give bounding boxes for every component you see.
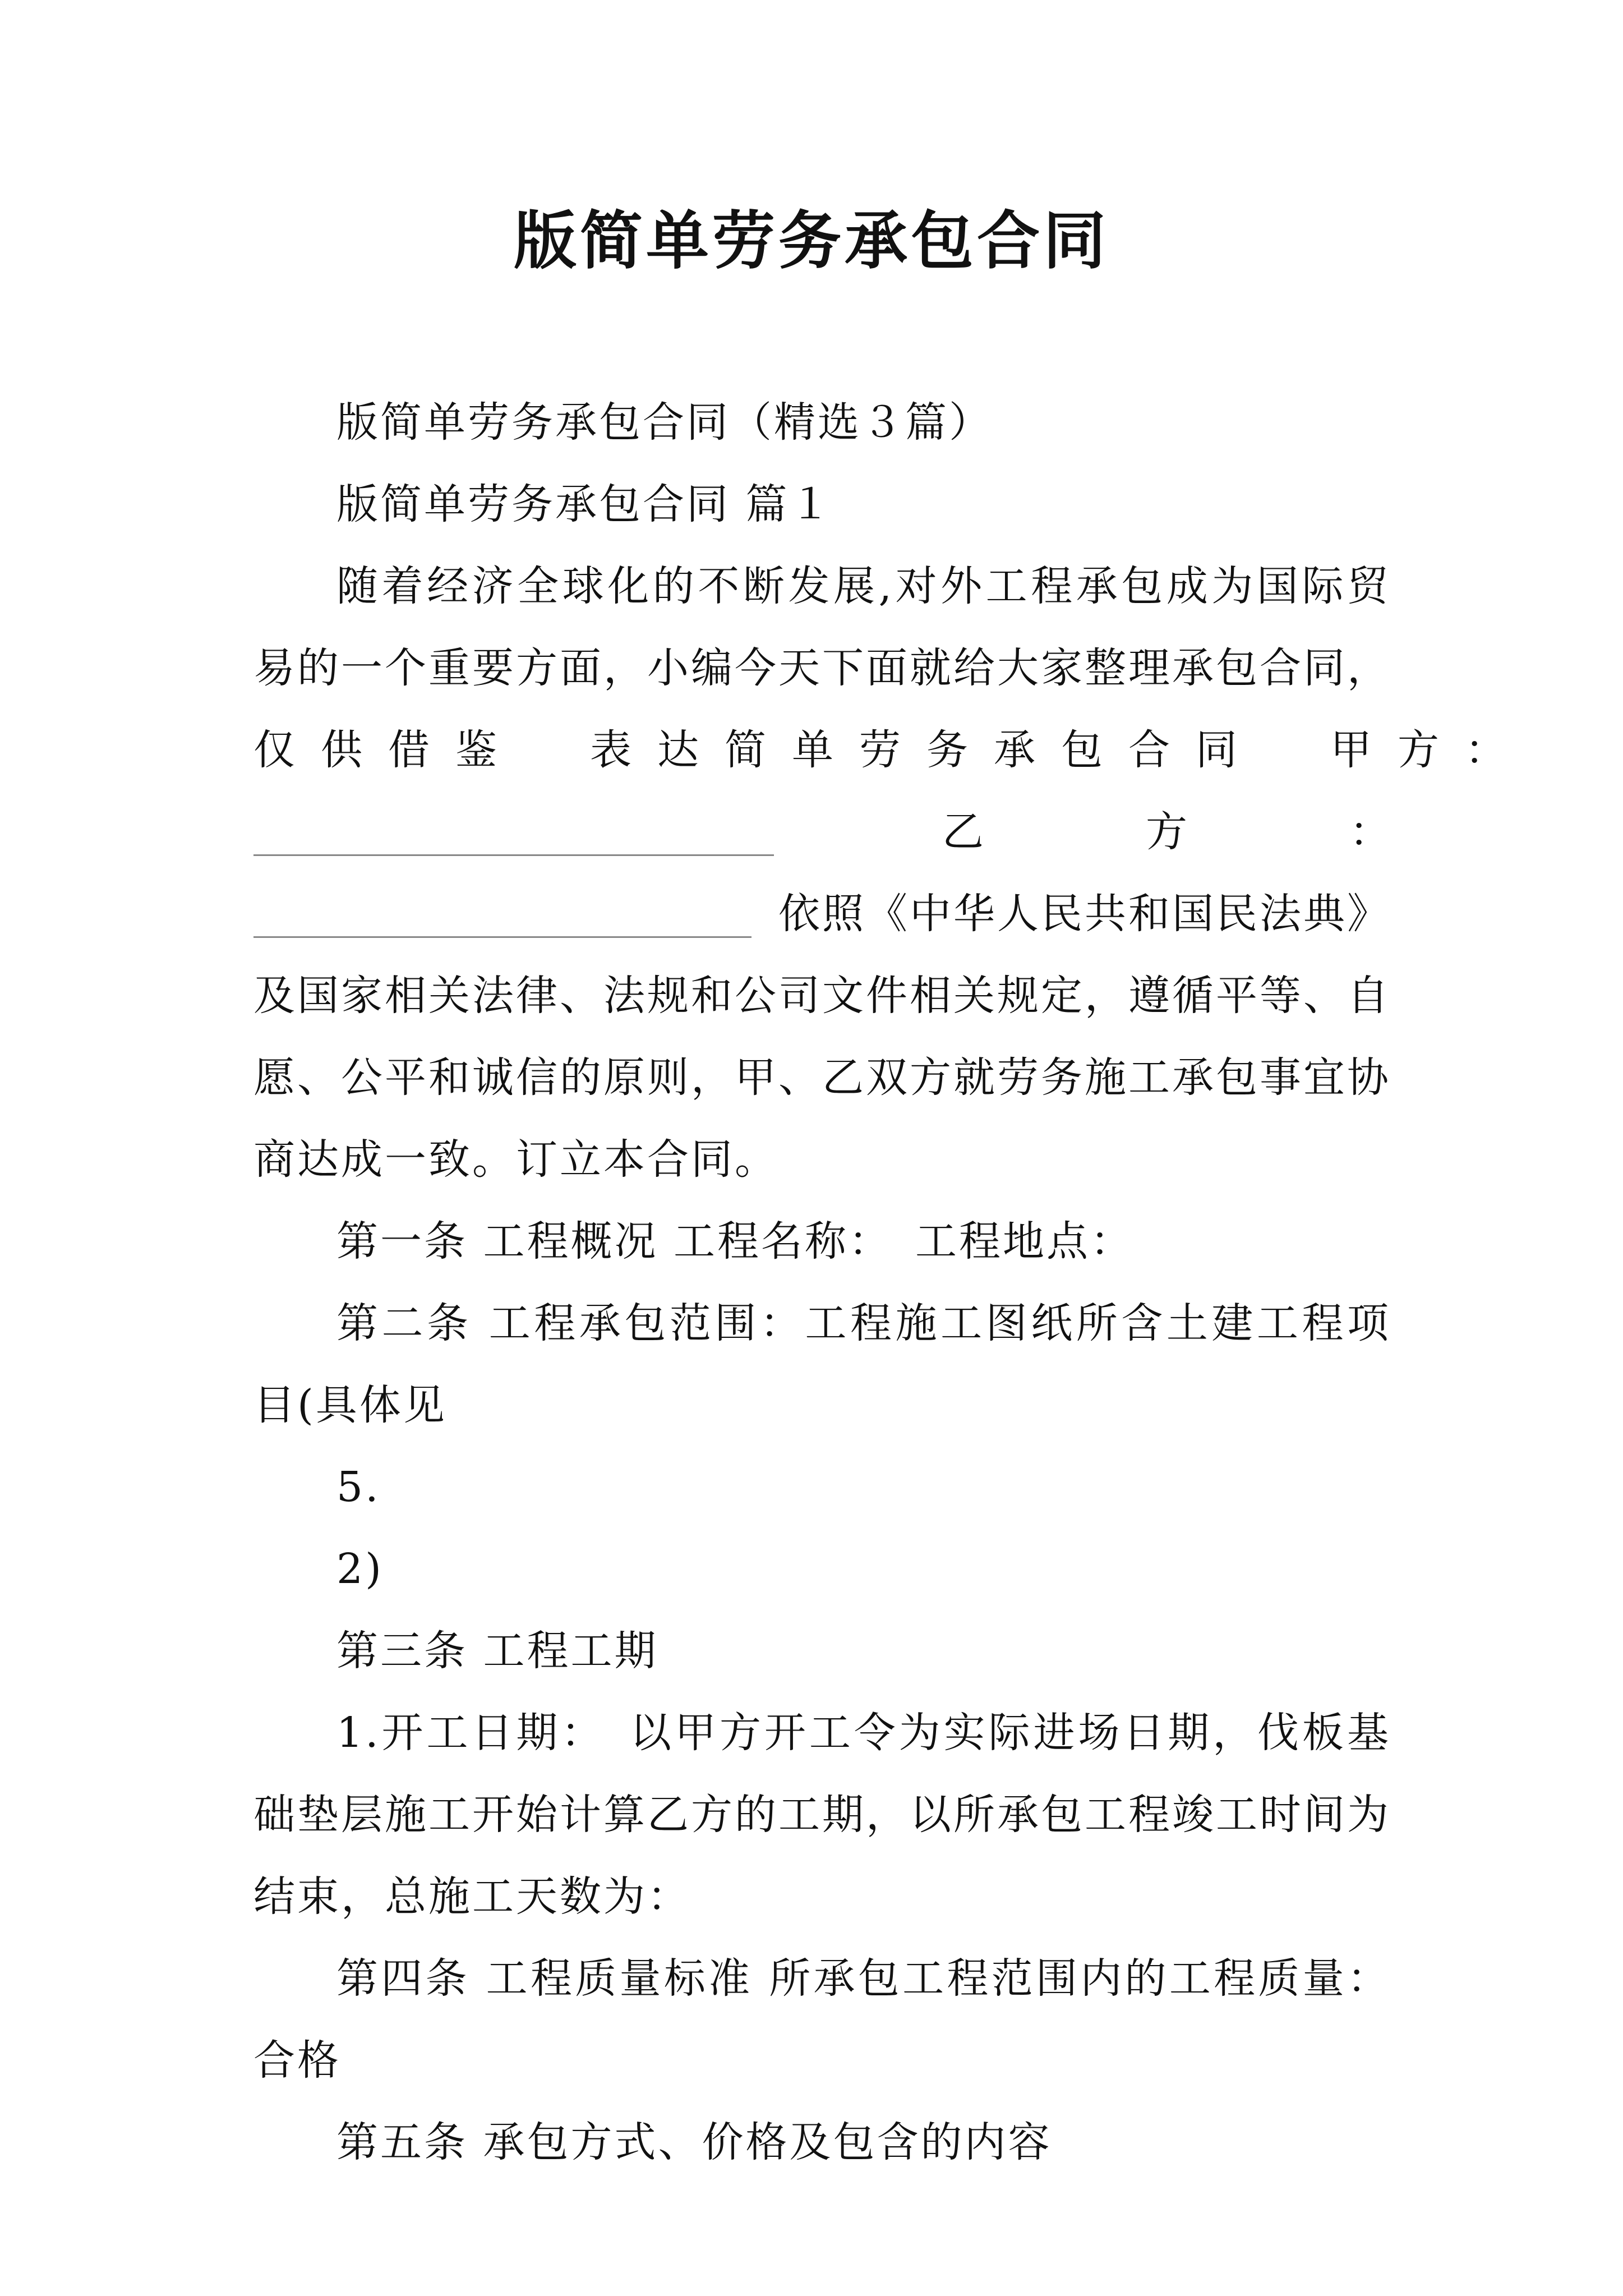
document-title: 版简单劳务承包合同 bbox=[514, 204, 1109, 278]
document-body bbox=[253, 381, 1532, 2183]
article-2: 第二条 工程承包范围：工程施工图纸所含土建工程项目(具体见 bbox=[253, 1299, 1391, 1429]
intro-spaced-line: 仅供借鉴 表达简单劳务承包合同 甲方： bbox=[253, 726, 1532, 774]
article-1: 第一条 工程概况 工程名称： 工程地点： bbox=[336, 1217, 1135, 1266]
party-b-char: 乙 bbox=[942, 808, 984, 856]
party-b-char: 方 bbox=[1146, 808, 1187, 856]
party-b-char: ： bbox=[1349, 808, 1391, 856]
party-b-label bbox=[774, 791, 1391, 873]
party-b-blank-line bbox=[253, 936, 751, 938]
article-4: 第四条 工程质量标准 所承包工程范围内的工程质量：合格 bbox=[253, 1954, 1391, 2085]
item-5: 5. bbox=[336, 1463, 381, 1511]
clause-3-1: 1.开工日期： 以甲方开工令为实际进场日期，伐板基础垫层施工开始计算乙方的工期，以所承包工程竣工时间为结束，总施工天数为： bbox=[253, 1709, 1391, 1921]
party-b-row bbox=[253, 791, 1391, 873]
item-2: 2) bbox=[336, 1545, 384, 1593]
intro-paragraph: 随着经济全球化的不断发展,对外工程承包成为国际贸易的一个重要方面，小编今天下面就给大家整理承包合同， bbox=[253, 562, 1391, 692]
subtitle: 版简单劳务承包合同（精选３篇） bbox=[336, 398, 993, 447]
legal-basis-start: 依照《中华人民共和国民法典》 bbox=[778, 890, 1391, 938]
legal-basis-paragraph: 及国家相关法律、法规和公司文件相关规定，遵循平等、自愿、公平和诚信的原则，甲、乙双方就劳务施工承包事宜协商达成一致。订立本合同。 bbox=[253, 972, 1391, 1184]
legal-basis-row bbox=[253, 873, 1391, 955]
article-3: 第三条 工程工期 bbox=[336, 1627, 658, 1675]
section-heading: 版简单劳务承包合同 篇１ bbox=[336, 480, 833, 528]
article-5: 第五条 承包方式、价格及包含的内容 bbox=[336, 2118, 1052, 2166]
party-a-blank-line bbox=[253, 854, 774, 856]
